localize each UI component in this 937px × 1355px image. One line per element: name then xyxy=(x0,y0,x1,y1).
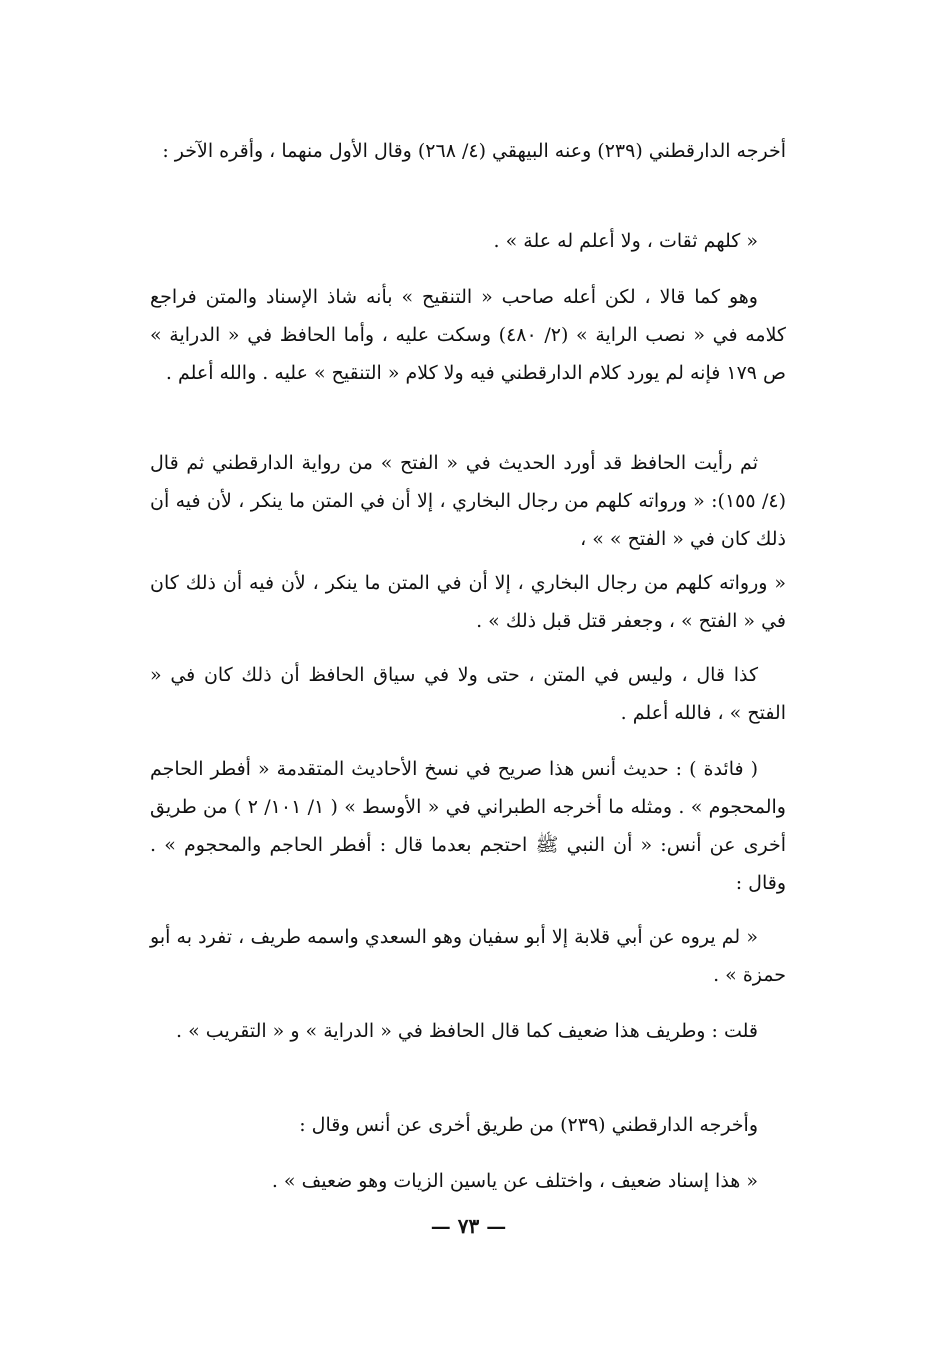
paragraph-7: وأخرجه الدارقطني (٢٣٩) من طريق أخرى عن أنس وقال : xyxy=(299,1114,758,1136)
paragraph-1: أخرجه الدارقطني (٢٣٩) وعنه البيهقي (٤/ ٢٦٨) وقال الأول منهما ، وأقره الآخر : xyxy=(162,140,786,162)
paragraph-6: قلت : وطريف هذا ضعيف كما قال الحافظ في « الدراية » و « التقريب » . xyxy=(176,1020,758,1042)
paragraph-4: كذا قال ، وليس في المتن ، حتى ولا في سياق الحافظ أن ذلك كان في « الفتح » ، فالله أعلم . xyxy=(150,664,786,724)
quote-3: « لم يروه عن أبي قلابة إلا أبو سفيان وهو السعدي واسمه طريف ، تفرد به أبو حمزة » . xyxy=(150,926,786,986)
page-number: — ٧٣ — xyxy=(430,1214,507,1238)
paragraph-3: ثم رأيت الحافظ قد أورد الحديث في « الفتح » من رواية الدارقطني ثم قال (٤/ ١٥٥): « ورواته كلهم من رجال البخاري ، إلا أن في المتن ما ينكر ، لأن فيه أن ذلك كان في « الفتح » » ، xyxy=(150,452,786,550)
paragraph-5: ( فائدة ) : حديث أنس هذا صريح في نسخ الأحاديث المتقدمة « أفطر الحاجم والمحجوم » . ومثله ما أخرجه الطبراني في « الأوسط » ( ١/ ١٠١/ ٢ ) من طريق أخرى عن أنس: « أن النبي ﷺ احتجم بعدما قال : أفطر الحاجم والمحجوم » . وقال : xyxy=(150,758,786,894)
quote-1: « كلهم ثقات ، ولا أعلم له علة » . xyxy=(493,230,758,252)
quote-2: « ورواته كلهم من رجال البخاري ، إلا أن في المتن ما ينكر ، لأن فيه أن ذلك كان في « الفتح » ، وجعفر قتل قبل ذلك » . xyxy=(150,572,786,632)
quote-4: « هذا إسناد ضعيف ، واختلف عن ياسين الزيات وهو ضعيف » . xyxy=(271,1170,758,1192)
paragraph-2: وهو كما قالا ، لكن أعله صاحب « التنقيح » بأنه شاذ الإسناد والمتن فراجع كلامه في « نصب الراية » (٢/ ٤٨٠) وسكت عليه ، وأما الحافظ في « الدراية » ص ١٧٩ فإنه لم يورد كلام الدارقطني فيه ولا كلام « التنقيح » عليه . والله أعلم . xyxy=(150,286,786,384)
